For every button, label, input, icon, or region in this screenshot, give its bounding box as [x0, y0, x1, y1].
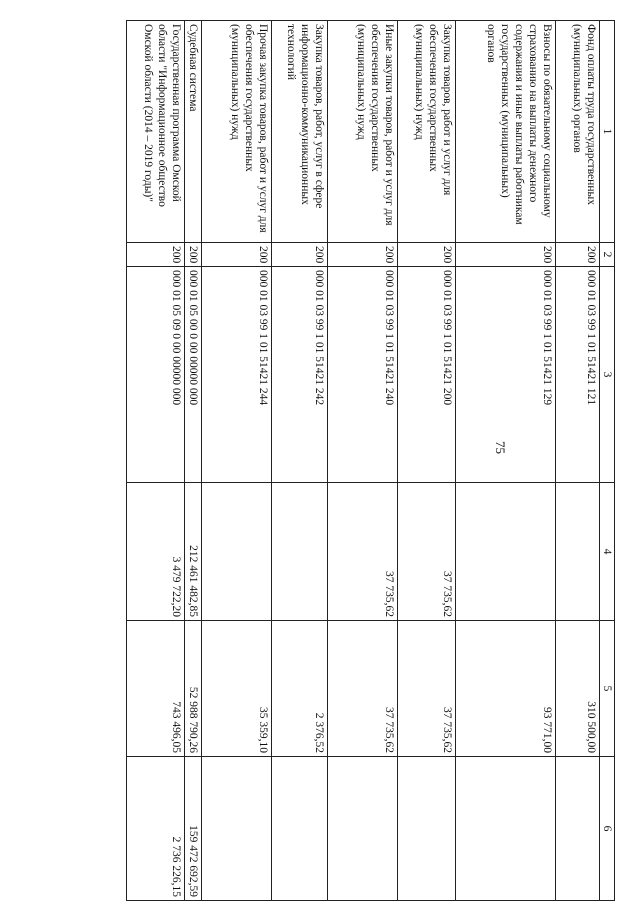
row-col5: 37 735,62: [398, 621, 456, 757]
row-col4: 37 735,62: [398, 483, 456, 621]
table-row: [328, 21, 398, 901]
row-col4: [202, 483, 272, 621]
row-col6: [202, 757, 272, 901]
row-col5: 2 376,52: [272, 621, 328, 757]
row-col6: 2 736 226,15: [127, 757, 185, 901]
row-col5: 52 988 790,26: [185, 621, 202, 757]
table-row: [456, 21, 556, 901]
row-col6: [556, 757, 600, 901]
row-code: 000 01 03 99 1 01 51421 240: [328, 267, 398, 483]
row-col2: 200: [556, 243, 600, 267]
row-name: Закупка товаров, работ, услуг в сфере информационно-коммуникационных технологий: [272, 21, 328, 243]
row-col6: [328, 757, 398, 901]
row-col4: 212 461 482,85: [185, 483, 202, 621]
table-row: [272, 21, 328, 901]
table-row: [185, 21, 202, 901]
row-name: Судебная система: [185, 21, 202, 243]
row-col2: 200: [185, 243, 202, 267]
row-name: Взносы по обязательному социальному страхованию на выплаты денежного содержания и иные выплаты работникам государственных (муниципальных) органов: [456, 21, 556, 243]
page-number: 75: [493, 441, 508, 454]
table-row: [202, 21, 272, 901]
row-col4: [272, 483, 328, 621]
row-code: 000 01 05 00 0 00 00000 000: [185, 267, 202, 483]
row-col6: [456, 757, 556, 901]
row-code: 000 01 03 99 1 01 51421 242: [272, 267, 328, 483]
row-col5: 743 496,05: [127, 621, 185, 757]
row-col2: 200: [272, 243, 328, 267]
table-row: [127, 21, 185, 901]
row-name: Фонд оплаты труда государственных (муниципальных) органов: [556, 21, 600, 243]
table-row: [398, 21, 456, 901]
row-name: Прочая закупка товаров, работ и услуг для обеспечения государственных (муниципальных) нужд: [202, 21, 272, 243]
row-code: 000 01 05 09 0 00 00000 000: [127, 267, 185, 483]
row-col5: 37 735,62: [328, 621, 398, 757]
row-col2: 200: [127, 243, 185, 267]
budget-table: [126, 20, 615, 901]
row-name: Закупка товаров, работ и услуг для обеспечения государственных (муниципальных) нужд: [398, 21, 456, 243]
row-col2: 200: [328, 243, 398, 267]
row-col2: 200: [456, 243, 556, 267]
header-cell: 6: [600, 757, 615, 901]
row-name: Иные закупки товаров, работ и услуг для обеспечения государственных (муниципальных) нужд: [328, 21, 398, 243]
row-col4: [556, 483, 600, 621]
header-cell: 4: [600, 483, 615, 621]
header-row: [600, 21, 615, 901]
row-name: Государственная программа Омской области "Информационное общество Омской области (2014 – 2019 годы)": [127, 21, 185, 243]
header-cell: 5: [600, 621, 615, 757]
row-col6: [272, 757, 328, 901]
row-col5: 310 500,00: [556, 621, 600, 757]
row-col5: 35 359,10: [202, 621, 272, 757]
header-cell: 1: [600, 21, 615, 243]
row-col4: 3 479 722,20: [127, 483, 185, 621]
header-cell: 2: [600, 243, 615, 267]
row-code: 000 01 03 99 1 01 51421 121: [556, 267, 600, 483]
row-col4: [456, 483, 556, 621]
row-code: 000 01 03 99 1 01 51421 244: [202, 267, 272, 483]
row-code: 000 01 03 99 1 01 51421 129: [456, 267, 556, 483]
table-row: [556, 21, 600, 901]
row-col6: 159 472 692,59: [185, 757, 202, 901]
row-col4: 37 735,62: [328, 483, 398, 621]
row-col5: 93 771,00: [456, 621, 556, 757]
row-code: 000 01 03 99 1 01 51421 200: [398, 267, 456, 483]
row-col2: 200: [202, 243, 272, 267]
row-col6: [398, 757, 456, 901]
row-col2: 200: [398, 243, 456, 267]
header-cell: 3: [600, 267, 615, 483]
